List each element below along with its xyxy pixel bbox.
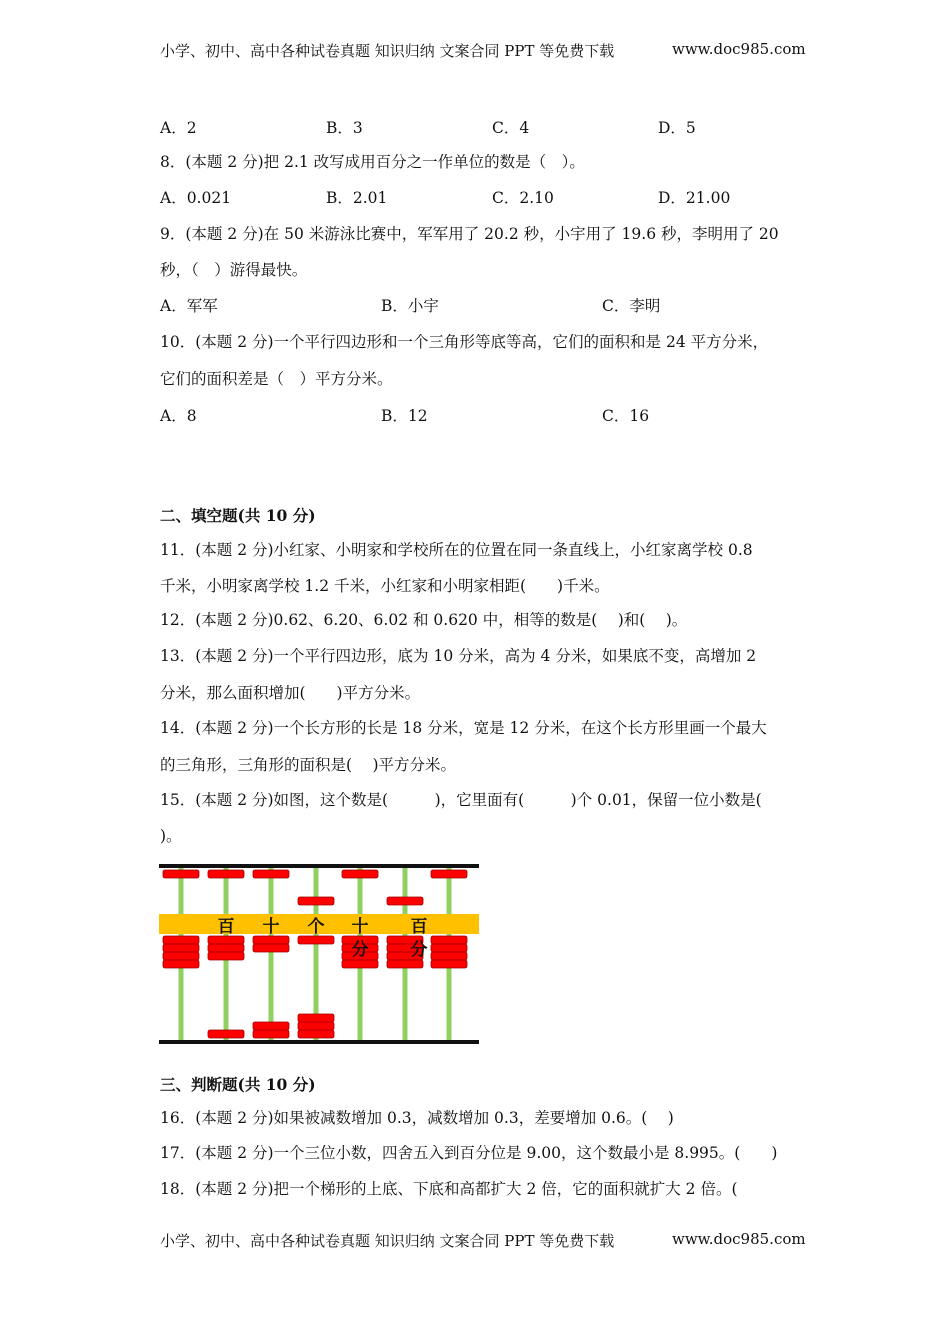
header-url[interactable]: www.doc985.com bbox=[672, 40, 806, 58]
footer-url[interactable]: www.doc985.com bbox=[672, 1230, 806, 1248]
abacus-upper-bead bbox=[208, 870, 244, 878]
abacus-lower-bead bbox=[253, 1022, 289, 1030]
abacus-lower-bead bbox=[342, 960, 378, 968]
q15-line2: )。 bbox=[160, 827, 182, 845]
q9-option-a: A．军军 bbox=[160, 297, 218, 315]
abacus-lower-bead bbox=[163, 952, 199, 960]
abacus-label-ones: 个 bbox=[307, 917, 325, 937]
abacus-lower-bead bbox=[208, 952, 244, 960]
q7-option-a: A．2 bbox=[160, 119, 197, 137]
abacus-lower-bead bbox=[253, 944, 289, 952]
abacus-label-hundreds: 百 bbox=[217, 917, 235, 937]
abacus-lower-bead bbox=[387, 960, 423, 968]
abacus-upper-bead bbox=[298, 897, 334, 905]
abacus-rod bbox=[269, 868, 274, 1040]
q7-option-d: D．5 bbox=[658, 119, 696, 137]
q13-line2: 分米，那么面积增加( )平方分米。 bbox=[160, 684, 421, 702]
q16-text: 16．(本题 2 分)如果被减数增加 0.3，减数增加 0.3，差要增加 0.6。( ) bbox=[160, 1109, 674, 1127]
abacus-lower-bead bbox=[298, 936, 334, 944]
abacus-label-tenths: 十 bbox=[351, 917, 369, 937]
abacus-lower-bead bbox=[163, 936, 199, 944]
section-3-title: 三、判断题(共 10 分) bbox=[160, 1075, 316, 1094]
q18-text: 18．(本题 2 分)把一个梯形的上底、下底和高都扩大 2 倍，它的面积就扩大 2 倍。( bbox=[160, 1180, 738, 1198]
q14-line1: 14．(本题 2 分)一个长方形的长是 18 分米，宽是 12 分米，在这个长方形里画一个最大 bbox=[160, 719, 767, 737]
q10-option-a: A．8 bbox=[160, 407, 197, 425]
abacus-lower-bead bbox=[298, 1014, 334, 1022]
abacus-figure bbox=[159, 864, 479, 1044]
q13-line1: 13．(本题 2 分)一个平行四边形，底为 10 分米，高为 4 分米，如果底不变，高增加 2 bbox=[160, 647, 757, 665]
abacus-lower-bead bbox=[253, 1030, 289, 1038]
abacus-upper-bead bbox=[431, 870, 467, 878]
q7-option-c: C．4 bbox=[492, 119, 530, 137]
abacus-upper-bead bbox=[253, 870, 289, 878]
q10-option-c: C．16 bbox=[602, 407, 650, 425]
abacus-lower-bead bbox=[163, 960, 199, 968]
abacus-lower-bead bbox=[431, 944, 467, 952]
q14-line2: 的三角形，三角形的面积是( )平方分米。 bbox=[160, 756, 457, 774]
abacus-lower-bead bbox=[431, 936, 467, 944]
q9-option-c: C．李明 bbox=[602, 297, 661, 315]
abacus-sublabel-hundredths: 分 bbox=[410, 940, 428, 960]
abacus-lower-bead bbox=[253, 936, 289, 944]
abacus-upper-bead bbox=[163, 870, 199, 878]
abacus-upper-bead bbox=[342, 870, 378, 878]
q17-text: 17．(本题 2 分)一个三位小数，四舍五入到百分位是 9.00，这个数最小是 8.995。( ) bbox=[160, 1144, 778, 1162]
q12-text: 12．(本题 2 分)0.62、6.20、6.02 和 0.620 中，相等的数是( )和( )。 bbox=[160, 611, 688, 629]
q10-line1: 10．(本题 2 分)一个平行四边形和一个三角形等底等高，它们的面积和是 24 平方分米， bbox=[160, 333, 769, 351]
header-left-text: 小学、初中、高中各种试卷真题 知识归纳 文案合同 PPT 等免费下载 bbox=[160, 42, 615, 60]
footer-left-text: 小学、初中、高中各种试卷真题 知识归纳 文案合同 PPT 等免费下载 bbox=[160, 1232, 615, 1250]
abacus-label-tens: 十 bbox=[262, 917, 280, 937]
q8-option-a: A．0.021 bbox=[160, 189, 232, 207]
section-2-title: 二、填空题(共 10 分) bbox=[160, 506, 316, 525]
q9-line1: 9．(本题 2 分)在 50 米游泳比赛中，军军用了 20.2 秒，小宇用了 19.6 秒，李明用了 20 bbox=[160, 225, 779, 243]
abacus-bottom-frame bbox=[159, 1040, 479, 1044]
q8-text: 8．(本题 2 分)把 2.1 改写成用百分之一作单位的数是（ ）。 bbox=[160, 153, 585, 171]
abacus-lower-bead bbox=[431, 960, 467, 968]
q9-option-b: B．小宇 bbox=[381, 297, 439, 315]
abacus-lower-bead bbox=[208, 944, 244, 952]
abacus-label-hundredths: 百 bbox=[410, 917, 428, 937]
q7-option-b: B．3 bbox=[326, 119, 363, 137]
abacus-lower-bead bbox=[208, 936, 244, 944]
q10-line2: 它们的面积差是（ ）平方分米。 bbox=[160, 370, 393, 388]
abacus-upper-bead bbox=[387, 897, 423, 905]
q11-line2: 千米，小明家离学校 1.2 千米，小红家和小明家相距( )千米。 bbox=[160, 577, 610, 595]
q10-option-b: B．12 bbox=[381, 407, 428, 425]
abacus-lower-bead bbox=[298, 1022, 334, 1030]
q8-option-b: B．2.01 bbox=[326, 189, 388, 207]
q8-option-c: C．2.10 bbox=[492, 189, 554, 207]
abacus-lower-bead bbox=[208, 1030, 244, 1038]
abacus-sublabel-tenths: 分 bbox=[351, 940, 369, 960]
abacus-lower-bead bbox=[298, 1030, 334, 1038]
abacus-top-frame bbox=[159, 864, 479, 868]
abacus-lower-bead bbox=[431, 952, 467, 960]
q15-line1: 15．(本题 2 分)如图，这个数是( )，它里面有( )个 0.01，保留一位小数是( bbox=[160, 791, 762, 809]
q11-line1: 11．(本题 2 分)小红家、小明家和学校所在的位置在同一条直线上，小红家离学校 0.8 bbox=[160, 541, 753, 559]
abacus-lower-bead bbox=[163, 944, 199, 952]
q8-option-d: D．21.00 bbox=[658, 189, 731, 207]
q9-line2: 秒，（ ）游得最快。 bbox=[160, 261, 308, 279]
